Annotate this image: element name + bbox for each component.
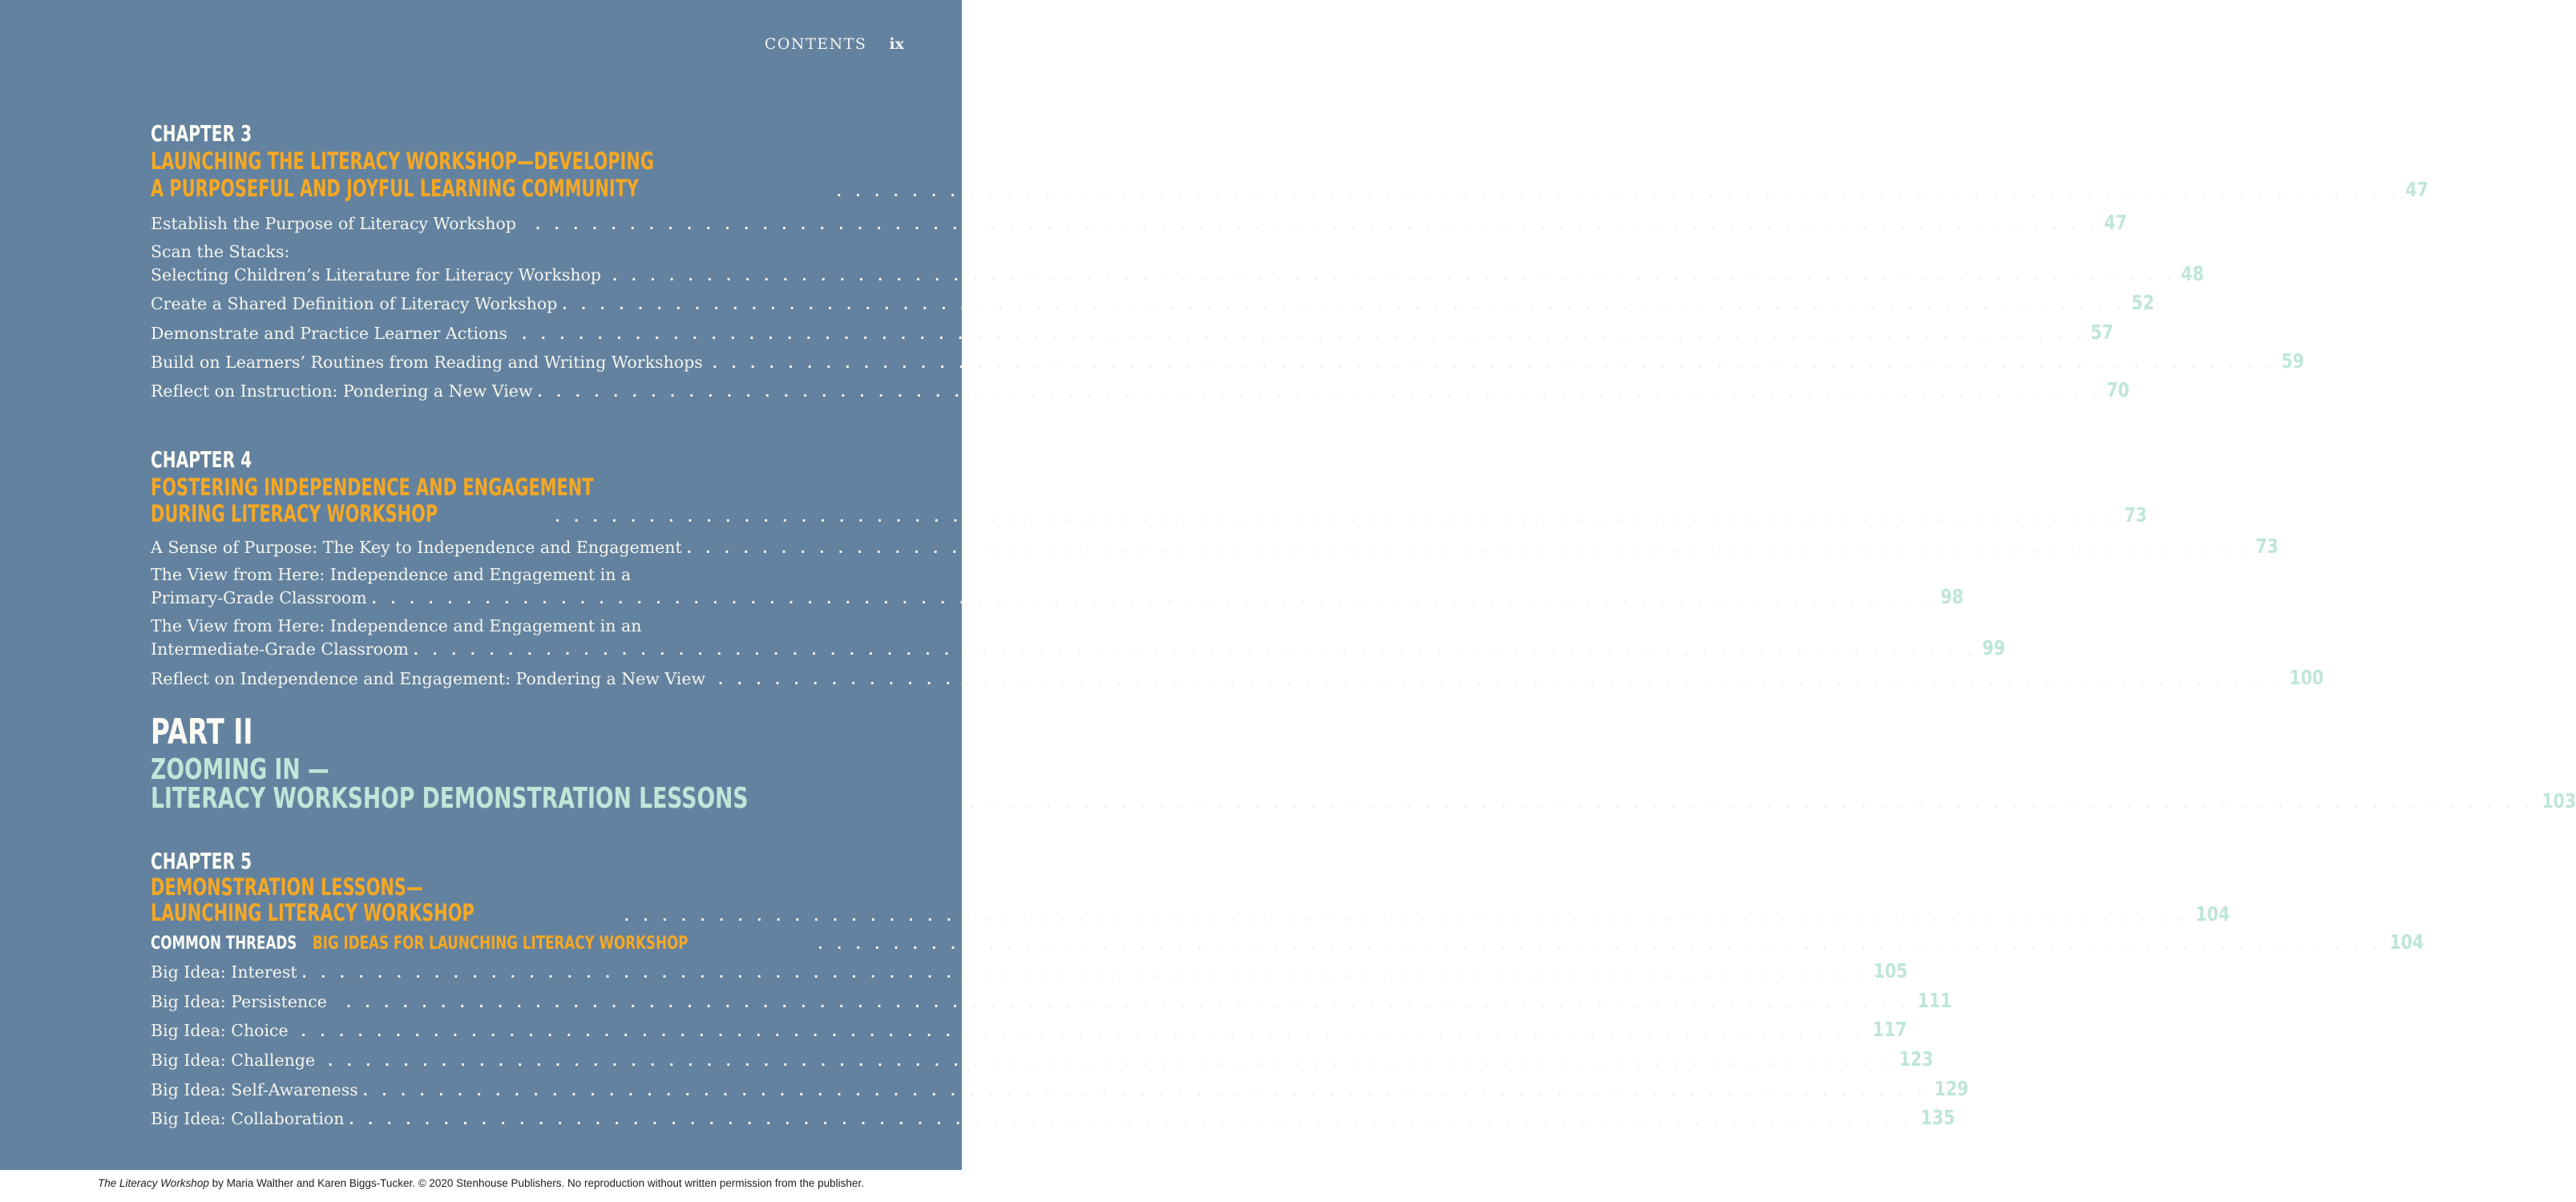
chapter-3-page: 47: [2405, 178, 2429, 201]
toc-entry-page: 123: [1899, 1047, 1934, 1071]
part-2-title-row[interactable]: [151, 782, 2576, 815]
toc-entry-page: 99: [1982, 636, 2005, 659]
page-number: ix: [889, 35, 904, 53]
chapter-3-title-line1: LAUNCHING THE LITERACY WORKSHOP—DEVELOPING: [151, 147, 654, 175]
toc-entry[interactable]: [151, 262, 2205, 287]
toc-entry-page: 59: [2281, 349, 2304, 373]
leader-dots: [516, 214, 2099, 236]
chapter-5-title-row[interactable]: [151, 899, 2231, 927]
leader-dots: [344, 1109, 1912, 1131]
chapter-3-title-line2: A PURPOSEFUL AND JOYFUL LEARNING COMMUNITY: [151, 175, 639, 202]
footer-credit: by Maria Walther and Karen Biggs-Tucker. © 2020 Stenhouse Publishers. No reproduction without written permission from the publisher.: [208, 1177, 864, 1189]
chapter-4-title-row[interactable]: [151, 500, 2147, 528]
toc-entry[interactable]: [151, 534, 2279, 559]
toc-entry-label: Intermediate-Grade Classroom: [151, 639, 409, 659]
footer-book-title: The Literacy Workshop: [98, 1177, 209, 1189]
leader-dots: [315, 1051, 1892, 1072]
toc-entry-page: 111: [1917, 989, 1952, 1012]
part-2-label: PART II: [151, 712, 253, 752]
leader-dots: [601, 265, 2176, 287]
leader-dots: [465, 506, 2118, 528]
toc-entry-line1: [151, 615, 832, 637]
toc-entry-page: 100: [2289, 666, 2324, 689]
toc-entry[interactable]: [151, 1018, 1908, 1043]
toc-entry-label: Establish the Purpose of Literacy Workshop: [151, 214, 516, 233]
toc-entry[interactable]: [151, 1106, 1955, 1131]
toc-entry-label: Reflect on Independence and Engagement: Pondering a New View: [151, 669, 706, 688]
toc-entry-page: 135: [1920, 1106, 1955, 1129]
toc-entry-label: The View from Here: Independence and Engagement in an: [151, 616, 642, 635]
leader-dots: [297, 962, 1866, 984]
toc-entry-label: The View from Here: Independence and Engagement in a: [151, 565, 632, 584]
leader-dots: [703, 353, 2276, 374]
leader-dots: [770, 793, 2534, 814]
toc-entry-label: Big Idea: Choice: [151, 1021, 289, 1040]
running-title: CONTENTS: [764, 35, 867, 53]
toc-entry[interactable]: [151, 291, 2154, 316]
copyright-footer: [0, 1177, 962, 1189]
toc-entry-page: 105: [1873, 959, 1908, 982]
toc-entry-label: Primary-Grade Classroom: [151, 588, 367, 607]
toc-entry-page: 98: [1940, 585, 1964, 608]
leader-dots: [289, 1021, 1865, 1043]
toc-entry[interactable]: [151, 585, 1964, 610]
chapter-4-label: CHAPTER 4: [151, 446, 252, 473]
toc-entry-page: 117: [1872, 1018, 1908, 1041]
part-2-title-line1: ZOOMING IN —: [151, 753, 329, 786]
toc-entry-label: Create a Shared Definition of Literacy Workshop: [151, 294, 558, 313]
chapter-5-label: CHAPTER 5: [151, 848, 252, 874]
toc-entry[interactable]: [151, 211, 2128, 236]
toc-entry-page: 52: [2130, 291, 2154, 314]
leader-dots: [409, 639, 1977, 661]
toc-entry[interactable]: [151, 349, 2304, 374]
toc-entry[interactable]: [151, 959, 1908, 984]
part-2-page: 103: [2542, 789, 2576, 813]
toc-entry-line1: [151, 564, 832, 586]
chapter-3-title-row[interactable]: [151, 175, 2429, 203]
leader-dots: [504, 906, 2188, 927]
toc-entry-label: Big Idea: Self-Awareness: [151, 1080, 358, 1099]
running-head: [765, 35, 904, 53]
toc-entry[interactable]: [151, 378, 2130, 403]
chapter-5-title-line1: DEMONSTRATION LESSONS—: [151, 873, 423, 901]
common-threads-row[interactable]: [151, 930, 2424, 955]
part-2-title-line2: LITERACY WORKSHOP DEMONSTRATION LESSONS: [151, 782, 749, 815]
toc-entry[interactable]: [151, 666, 2324, 691]
toc-entry-label: Build on Learners’ Routines from Reading and Writing Workshops: [151, 353, 703, 372]
toc-entry-page: 73: [2255, 534, 2279, 558]
toc-entry-page: 57: [2090, 321, 2114, 344]
common-threads-label: COMMON THREADS: [151, 934, 297, 954]
leader-dots: [557, 294, 2126, 316]
toc-entry[interactable]: [151, 1047, 1934, 1072]
leader-dots: [682, 538, 2251, 559]
leader-dots: [686, 934, 2381, 955]
chapter-5-page: 104: [2195, 902, 2231, 926]
toc-entry-page: 70: [2106, 378, 2130, 401]
toc-entry-line1: [151, 241, 832, 263]
leader-dots: [692, 181, 2400, 203]
toc-entry[interactable]: [151, 1077, 1969, 1102]
chapter-4-page: 73: [2123, 503, 2147, 526]
chapter-5-title-line2: LAUNCHING LITERACY WORKSHOP: [151, 899, 474, 926]
chapter-3-label: CHAPTER 3: [151, 120, 252, 147]
toc-entry-label: A Sense of Purpose: The Key to Independence and Engagement: [151, 538, 682, 557]
leader-dots: [533, 381, 2102, 403]
toc-entry-label: Selecting Children’s Literature for Literacy Workshop: [151, 265, 602, 284]
toc-entry-label: Big Idea: Collaboration: [151, 1109, 345, 1128]
toc-entry-page: 129: [1934, 1077, 1969, 1100]
chapter-4-title-line1: FOSTERING INDEPENDENCE AND ENGAGEMENT: [151, 474, 594, 501]
toc-entry[interactable]: [151, 636, 2005, 661]
toc-entry-page: 47: [2104, 211, 2128, 234]
toc-entry-label: Big Idea: Challenge: [151, 1051, 316, 1070]
leader-dots: [705, 669, 2282, 691]
common-threads-page: 104: [2389, 930, 2424, 954]
leader-dots: [327, 992, 1910, 1014]
toc-entry[interactable]: [151, 321, 2114, 345]
toc-entry-page: 48: [2181, 262, 2205, 285]
common-threads-subtitle: BIG IDEAS FOR LAUNCHING LITERACY WORKSHOP: [312, 934, 688, 954]
toc-entry-label: Big Idea: Interest: [151, 962, 297, 982]
leader-dots: [507, 324, 2085, 345]
leader-dots: [358, 1080, 1927, 1102]
toc-entry-label: Reflect on Instruction: Pondering a New View: [151, 381, 533, 401]
toc-entry[interactable]: [151, 989, 1952, 1014]
toc-entry-label: Demonstrate and Practice Learner Actions: [151, 324, 508, 343]
leader-dots: [367, 588, 1936, 610]
toc-entry-label: Big Idea: Persistence: [151, 992, 327, 1011]
toc-entry-label: Scan the Stacks:: [151, 242, 290, 261]
chapter-4-title-line2: DURING LITERACY WORKSHOP: [151, 500, 438, 527]
